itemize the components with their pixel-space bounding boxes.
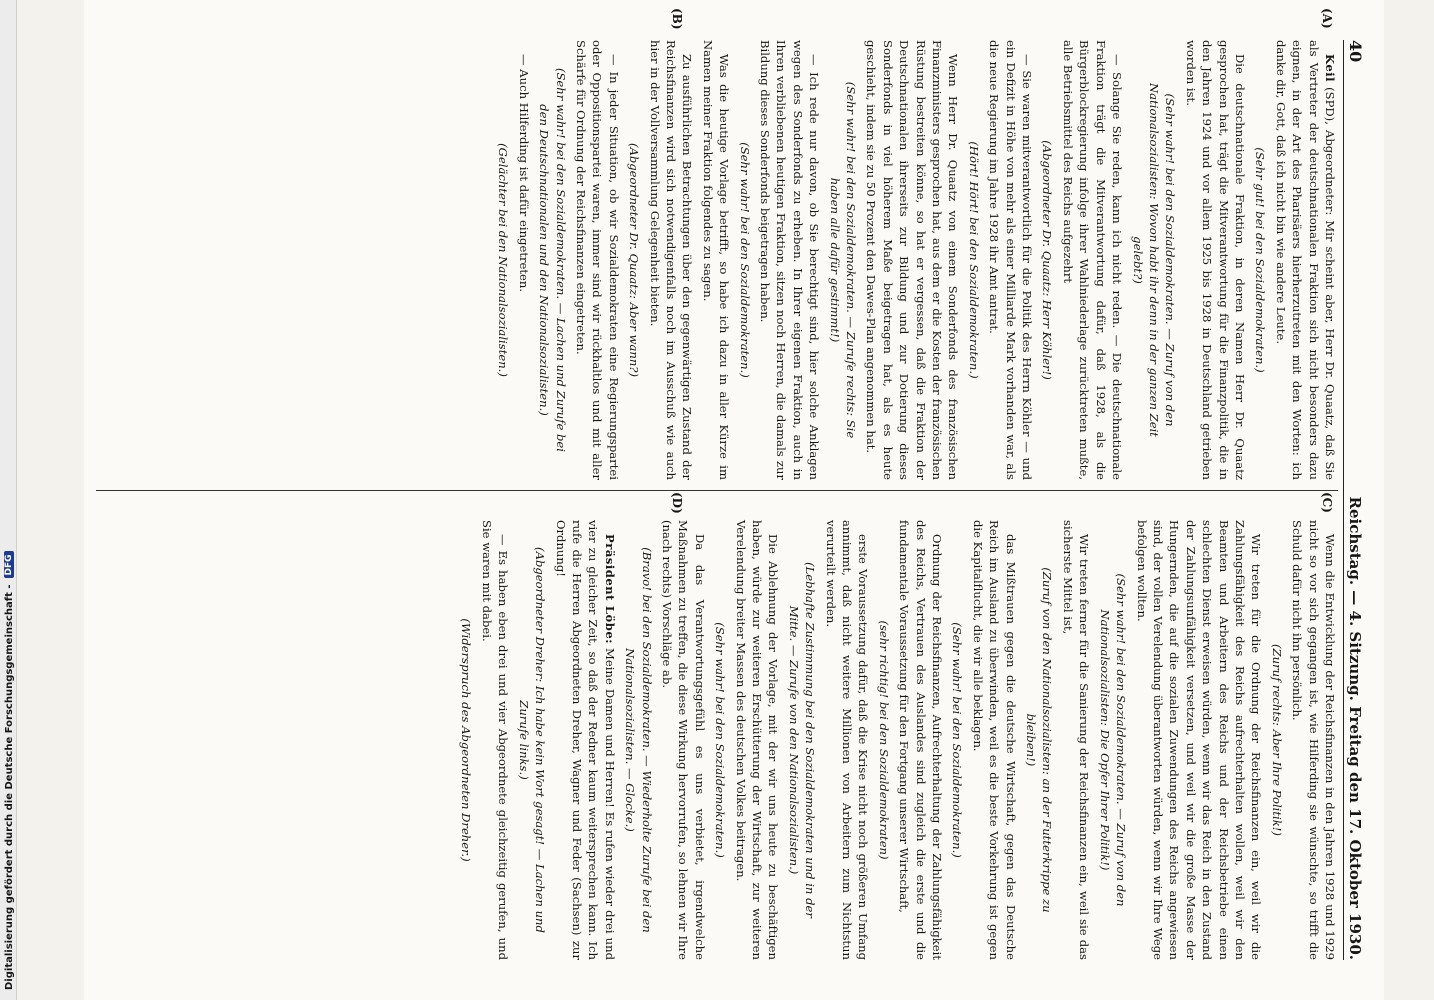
interjection-note: (Abgeordneter Dr. Quaatz: Herr Köhler!) [1040, 140, 1055, 380]
footer-strip [0, 0, 17, 1000]
interjection-note: (Hört! Hört! bei den Sozialdemokraten.) [966, 141, 981, 379]
column-divider [96, 490, 1338, 491]
interjection-note: (Zuruf rechts: Aber Ihre Politik!) [1269, 644, 1284, 836]
interjection-note: (Sehr wahr! bei den Sozialdemokraten. — Lachen und Zurufe bei den Deutschnationalen und den Nationalsozialisten.) [537, 67, 568, 453]
speech-paragraph [1272, 40, 1338, 480]
text-paragraph: — Ich rede nur davon, ob Sie berechtigt sind, hier solche Anklagen wegen des Sonderfonds zu erheben. In Ihrer eigenen Fraktion, auch in Ihren verbliebenen heutigen Fraktion, sitzen noch Herren, die damals zur Bildung dieses Sonderfonds beigetragen haben. [758, 40, 822, 480]
text-paragraph: — Es haben eben drei und vier Abgeordnete gleichzeitig gerufen, und Sie waren mit dabei. [479, 520, 511, 960]
margin-marker-b: (B) [670, 8, 684, 30]
speaker-name: Präsident Löbe: [602, 534, 617, 645]
page-number: 40 [1346, 40, 1365, 63]
page-header [1343, 40, 1372, 960]
interjection-note: (Sehr gut! bei den Sozialdemokraten.) [1253, 147, 1268, 373]
text-paragraph: das Mißtrauen gegen die deutsche Wirtschaft, gegen das Deutsche Reich im Ausland zu überwinden, weil es die beste Vorkehrung ist gegen die Kapitalflucht, die wir alle beklagen. [970, 520, 1018, 960]
speech-paragraph [552, 520, 618, 960]
interjection-note: (Zuruf von den Nationalsozialisten: an der Futterkrippe zu bleiben!) [1024, 567, 1055, 913]
interjection-note: (Sehr wahr! bei den Sozialdemokraten. — Zuruf von den Nationalsozialisten: Wovon habt ihr denn in der ganzen Zeit gelebt?) [1130, 83, 1178, 437]
text-paragraph: — Solange Sie reden, kann ich nicht reden. — Die deutschnationale Fraktion trägt die Mitverantwortung dafür, daß 1928, als die Bürgerblockregierung infolge ihrer Wahlniederlage zurücktreten mußte, alle Betriebsmittel des Reichs aufgezehrt [1060, 40, 1125, 480]
interjection-note: (Sehr wahr! bei den Sozialdemokraten. — Zurufe rechts: Sie haben alle dafür gestimmt!) [827, 81, 859, 439]
interjection-note: (Gelächter bei den Nationalsozialisten.) [496, 143, 511, 377]
interjection-note: (Sehr wahr! bei den Sozialdemokraten.) [737, 142, 752, 378]
text-paragraph: Die Ablehnung der Vorlage, mit der wir uns heute zu beschäftigen haben, würde zur weiteren Erschütterung der Wirtschaft, zur weiteren Verelendung breiter Massen des deutschen Volkes beitragen. [733, 520, 781, 960]
interjection-note: (Widerspruch des Abgeordneten Dreher.) [459, 618, 474, 862]
interjection-note: (Bravo! bei den Sozialdemokraten. — Wiederholte Zurufe bei den Nationalsozialisten. — Glocke.) [623, 547, 654, 933]
text-paragraph: Was die heutige Vorlage betrifft, so habe ich dazu in aller Kürze im Namen meiner Fraktion folgendes zu sagen. [700, 40, 732, 480]
interjection-note: (Sehr wahr! bei den Sozialdemokraten.) [950, 622, 965, 858]
text-paragraph: Wir treten für die Ordnung der Reichsfinanzen ein, weil wir die Zahlungsfähigkeit des Reichs aufrechterhalten wollen, weil wir den Beamten und Arbeitern des Reichs und der Reichsbetriebe einen schlechten Dienst erweisen würden, wenn wir das Reich in den Zustand der Zahlungsunfähigkeit versetzen, und weil wir die große Masse der Hungernden, die auf die sozialen Zuwendungen des Reichs angewiesen sind, der vollen Verelendung überantworten würden, wenn wir Ihre Wege befolgen wollten. [1134, 520, 1264, 960]
interjection-note: (Sehr wahr! bei den Sozialdemokraten.) [713, 622, 728, 858]
text-paragraph: Ordnung der Reichsfinanzen, Aufrechterhaltung der Zahlungsfähigkeit des Reichs, Vertrauen des Auslandes sind zugleich die erste und die fundamentale Voraussetzung für den Fortgang unserer Wirtschaft, [897, 520, 945, 960]
interjection-note: (Abgeordneter Dr. Quaatz: Aber wann?) [627, 142, 642, 378]
interjection-note: (Abgeordneter Dreher: Ich habe kein Wort gesagt! — Lachen und Zurufe links.) [516, 547, 548, 933]
interjection-note: (Lebhafte Zustimmung bei den Sozialdemokraten und in der Mitte. — Zurufe von den Nationalsozialisten.) [786, 562, 818, 918]
right-column [454, 520, 1338, 960]
text-paragraph: Da das Verantwortungsgefühl es uns verbietet, irgendwelche Maßnahmen zu treffen, die diese Wirkung hervorrufen, so lehnen wir Ihre (nach rechts) Vorschläge ab. [659, 520, 707, 960]
text-paragraph: Wenn Herr Dr. Quaatz von einem Sonderfonds des französischen Finanzministers gesprochen hat, aus dem er die Kosten der französischen Rüstung bestreiten könne, so hat er vergessen, daß die Fraktion der Deutschnationalen ihrerseits zur Bildung und zur Dotierung dieses Sonderfonds in viel höherem Maße beigetragen hat, als es heute geschieht, indem sie zu 50 Prozent den Dawes-Plan angenommen hat. [864, 40, 961, 480]
document-page [84, 0, 1384, 1000]
margin-marker-a: (A) [1320, 8, 1334, 29]
text-paragraph: — Auch Hilferding ist dafür eingetreten. [516, 54, 531, 293]
left-column [491, 40, 1338, 480]
speaker-name: Keil [1323, 54, 1337, 83]
footer-credit [2, 0, 16, 990]
text-paragraph: Zu ausführlichen Betrachtungen über den gegenwärtigen Zustand der Reichsfinanzen wird sich notwendigenfalls noch im Ausschuß wie auch hier in der Vollversammlung Gelegenheit bieten. [647, 40, 695, 480]
margin-marker-c: (C) [1320, 492, 1334, 513]
speech-text: Meine Damen und Herren! Es rufen wieder drei und vier zu gleicher Zeit, so daß der Redner kaum weitersprechen kann. Ich rufe die Herren Abgeordneten Dreher, Wagner und Feder (Sachsen) zur Ordnung! [553, 520, 617, 960]
text-paragraph: — Sie waren mitverantwortlich für die Politik des Herrn Köhler — und ein Defizit in Höhe von mehr als einer Milliarde Mark vorhanden war, als die neue Regierung im Jahre 1928 ihr Amt antrat. [987, 40, 1035, 480]
text-paragraph: — In jeder Situation, ob wir Sozialdemokraten eine Regierungspartei oder Oppositionspartei waren, immer sind wir rückhaltlos und mit aller Schärfe für Ordnung der Reichsfinanzen eingetreten. [573, 40, 621, 480]
text-paragraph: Wir treten ferner für die Sanierung der Reichsfinanzen ein, weil sie das sicherste Mittel ist, [1060, 520, 1092, 960]
dfg-logo-icon: DFG [4, 551, 14, 578]
margin-marker-d: (D) [670, 492, 684, 514]
speech-text: (SPD), Abgeordneter: Mir scheint aber, Herr Dr. Quaatz, daß Sie als Vertreter der deutschnationalen Fraktion sich nicht besonders dazu eignen, in der Art des Pharisäers hierherzutreten mit den Worten: ich danke dir, Gott, daß ich nicht bin wie andere Leute. [1273, 40, 1337, 480]
footer-credit-text: Digitalisierung gefördert durch die Deutsche Forschungsgemeinschaft - [3, 584, 15, 990]
interjection-note: (sehr richtig! bei den Sozialdemokraten) [876, 620, 891, 860]
text-paragraph: Wenn die Entwicklung der Reichsfinanzen in den Jahren 1928 und 1929 nicht so vor sich gegangen ist, wie Hilferding sie wünschte, so trifft die Schuld dafür nicht ihn persönlich. [1290, 520, 1337, 960]
interjection-note: (Sehr wahr! bei den Sozialdemokraten. — Zuruf von den Nationalsozialisten: Die Opfer Ihrer Politik!) [1097, 573, 1129, 907]
page-title: Reichstag. — 4. Sitzung. Freitag den 17. Oktober 1930. [1346, 496, 1364, 960]
text-paragraph: erste Voraussetzung dafür, daß die Krise nicht noch größeren Umfang annimmt, daß nicht weitere Millionen von Arbeitern zum Nichtstun verurteilt werden. [823, 520, 871, 960]
text-paragraph: Die deutschnationale Fraktion, in deren Namen Herr Dr. Quaatz gesprochen hat, trägt die Mitverantwortung für die Finanzpolitik, die in den Jahren 1924 und vor allem 1925 bis 1928 in Deutschland getrieben worden ist. [1183, 40, 1247, 480]
rotated-page [84, 0, 1384, 1000]
